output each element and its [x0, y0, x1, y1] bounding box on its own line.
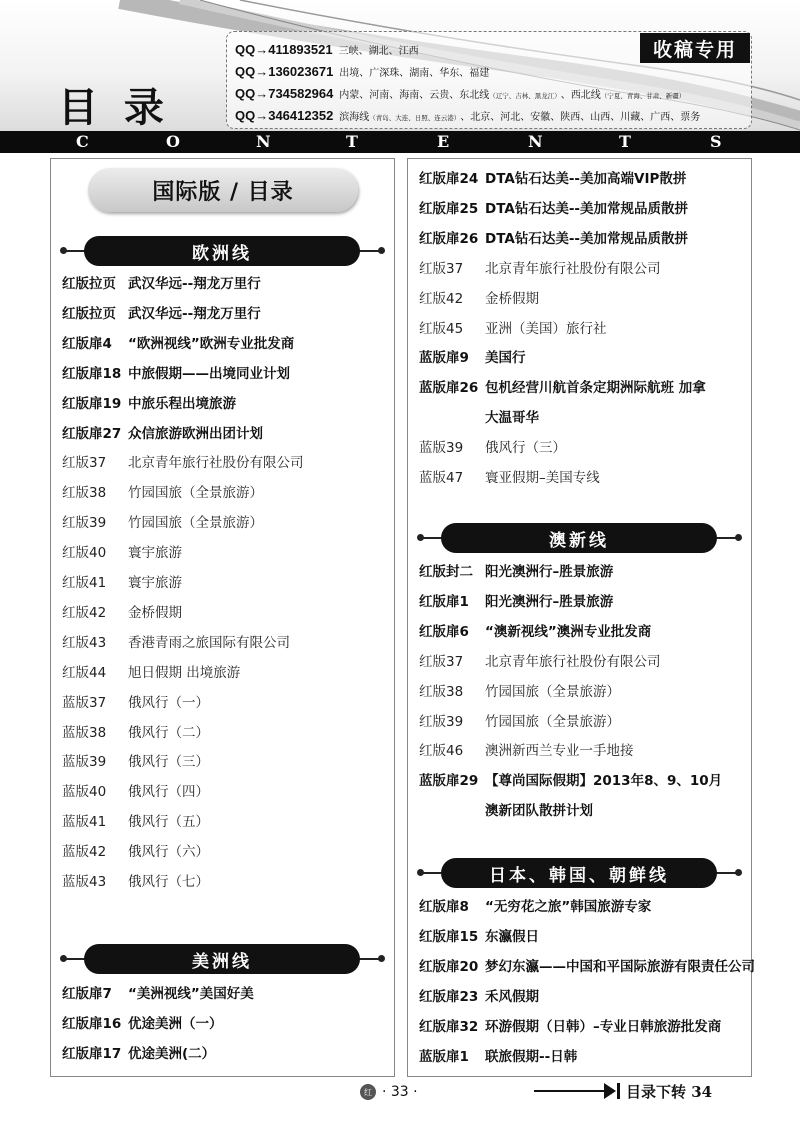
- toc-entry-title: “无穷花之旅”韩国旅游专家: [485, 899, 652, 915]
- toc-entry-title: 俄风行（四）: [128, 784, 209, 801]
- contents-letter: E: [437, 132, 450, 151]
- toc-entry[interactable]: [419, 288, 539, 310]
- toc-entry-title: “欧洲视线”欧洲专业批发商: [128, 335, 295, 352]
- toc-entry-code: 蓝版扉9: [419, 350, 469, 367]
- toc-entry-title: 俄风行（七）: [128, 874, 209, 890]
- toc-entry-title: DTA钻石达美--美加常规品质散拼: [485, 200, 689, 217]
- toc-entry-code: 红版扉25: [419, 200, 479, 217]
- qq-areas-detail: （辽宁、吉林、黑龙江）: [489, 92, 561, 100]
- toc-entry[interactable]: [419, 591, 613, 613]
- toc-entry[interactable]: [419, 561, 613, 583]
- toc-entry[interactable]: [419, 651, 661, 673]
- toc-entry-code: 蓝版扉29: [419, 773, 479, 790]
- toc-entry-title: 联旅假期--日韩: [485, 1048, 578, 1065]
- toc-entry-code: 蓝版39: [62, 754, 107, 771]
- next-page-text: 目录下转 34: [626, 1082, 713, 1101]
- toc-entry[interactable]: [62, 512, 263, 534]
- toc-entry-code: 红版扉19: [62, 395, 122, 412]
- toc-entry-code: 红版45: [419, 320, 464, 337]
- qq-areas: 出境、广深珠、湖南、华东、福建: [339, 68, 490, 79]
- toc-entry-title: 东瀛假日: [485, 928, 539, 945]
- toc-entry[interactable]: [62, 781, 209, 803]
- toc-entry-title: 阳光澳洲行–胜景旅游: [485, 593, 614, 610]
- toc-entry-title: 中旅假期——出境同业计划: [128, 365, 290, 382]
- toc-entry[interactable]: [62, 983, 254, 1005]
- toc-entry-code: 蓝版40: [62, 784, 107, 801]
- section-dot: [735, 534, 742, 541]
- toc-entry-code: 红版扉4: [62, 335, 112, 352]
- toc-entry[interactable]: [419, 926, 539, 948]
- toc-entry[interactable]: [419, 228, 688, 250]
- toc-entry-title: 金桥假期: [485, 290, 539, 307]
- toc-entry[interactable]: [62, 452, 304, 474]
- contents-letter: T: [619, 132, 631, 151]
- toc-entry-title: 俄风行（一）: [128, 694, 209, 711]
- toc-entry[interactable]: [62, 871, 209, 893]
- qq-number[interactable]: QQ→346412352: [235, 108, 334, 123]
- toc-entry-code: 红版46: [419, 743, 464, 760]
- toc-entry[interactable]: [419, 347, 526, 369]
- toc-entry-code: 蓝版41: [62, 814, 107, 831]
- arrow-right-icon: [604, 1083, 616, 1099]
- section-title: 日本、韩国、朝鲜线: [441, 858, 717, 888]
- toc-entry-code: 红版37: [62, 455, 107, 472]
- toc-entry-code: 红版拉页: [62, 305, 116, 322]
- toc-entry[interactable]: [62, 602, 182, 624]
- toc-entry-title: 寰宇旅游: [128, 575, 182, 591]
- submission-badge: 收稿专用: [640, 33, 750, 63]
- toc-entry-code: 红版拉页: [62, 276, 116, 292]
- page-number-text: · 33 ·: [382, 1084, 418, 1100]
- toc-entry-code: 红版38: [62, 485, 107, 502]
- toc-entry[interactable]: [419, 681, 620, 703]
- toc-entry-title: 优途美洲（一）: [128, 1015, 223, 1032]
- toc-entry-code: 蓝版38: [62, 724, 107, 741]
- toc-entry[interactable]: [419, 168, 686, 190]
- toc-entry-code: 红版封二: [419, 564, 473, 580]
- toc-entry[interactable]: [62, 1013, 223, 1035]
- toc-entry-title: 旭日假期 出境旅游: [128, 664, 241, 681]
- toc-entry-code: 蓝版42: [62, 844, 107, 861]
- toc-entry-code: 红版扉23: [419, 988, 479, 1005]
- page-number: [360, 1082, 418, 1102]
- toc-entry[interactable]: [62, 363, 290, 385]
- toc-entry-title: 澳洲新西兰专业一手地接: [485, 743, 634, 760]
- contents-letter: O: [166, 132, 180, 151]
- toc-entry[interactable]: [62, 423, 263, 445]
- toc-entry-code: 蓝版43: [62, 874, 107, 890]
- main-title-banner: [88, 168, 358, 212]
- toc-entry[interactable]: [419, 377, 706, 399]
- toc-entry-code: 蓝版39: [419, 440, 464, 457]
- toc-entry-title: 竹园国旅（全景旅游）: [128, 485, 263, 502]
- toc-entry-title: 北京青年旅行社股份有限公司: [485, 653, 661, 670]
- toc-entry-code: 蓝版扉1: [419, 1048, 469, 1065]
- toc-entry-code: 蓝版37: [62, 694, 107, 711]
- toc-entry-title: 包机经营川航首条定期洲际航班 加拿: [485, 380, 706, 397]
- toc-entry-title: 北京青年旅行社股份有限公司: [485, 260, 661, 277]
- toc-entry-title: 武汉华远--翔龙万里行: [128, 305, 261, 322]
- toc-entry-title: “澳新视线”澳洲专业批发商: [485, 623, 652, 640]
- toc-entry-title-continued: 大温哥华: [485, 410, 539, 427]
- page-title: 目 录: [58, 85, 170, 131]
- qq-areas-extra: 、西北线: [560, 90, 601, 101]
- toc-entry-title: 【尊尚国际假期】2013年8、9、10月: [485, 773, 723, 790]
- toc-entry-title: “美洲视线”美国好美: [128, 986, 254, 1002]
- toc-entry-code: 红版扉20: [419, 958, 479, 975]
- toc-entry-title: 俄风行（二）: [128, 724, 209, 741]
- toc-entry-title: 俄风行（五）: [128, 814, 209, 831]
- toc-entry-title: 环游假期（日韩）–专业日韩旅游批发商: [485, 1018, 722, 1035]
- toc-entry[interactable]: [419, 258, 661, 280]
- toc-entry-code: 红版扉27: [62, 425, 122, 442]
- toc-entry-code: 红版37: [419, 653, 464, 670]
- toc-entry[interactable]: [62, 542, 182, 564]
- toc-entry-title: 俄风行（六）: [128, 844, 209, 861]
- toc-entry[interactable]: [419, 711, 620, 733]
- toc-entry-code: 红版40: [62, 545, 107, 562]
- toc-entry[interactable]: [419, 896, 651, 918]
- toc-entry-title: 优途美洲(二）: [128, 1045, 216, 1062]
- toc-entry-title: 武汉华远--翔龙万里行: [128, 276, 261, 292]
- next-page-link[interactable]: [534, 1080, 712, 1102]
- toc-entry-code: 红版42: [62, 604, 107, 621]
- toc-entry-title: 竹园国旅（全景旅游）: [128, 515, 263, 532]
- toc-entry[interactable]: [62, 273, 261, 295]
- toc-entry-title: 亚洲（美国）旅行社: [485, 320, 607, 337]
- contents-letter: C: [76, 132, 89, 151]
- toc-entry[interactable]: [62, 722, 209, 744]
- toc-entry[interactable]: [62, 811, 209, 833]
- toc-entry-code: 红版扉16: [62, 1015, 122, 1032]
- toc-entry[interactable]: [62, 333, 294, 355]
- section-header-americas: [60, 944, 385, 974]
- toc-entry-code: 红版扉24: [419, 171, 479, 187]
- qq-areas-extra: 、北京、河北、安徽、陕西、山西、川藏、广西、票务: [460, 112, 701, 123]
- toc-entry-title: 寰亚假期–美国专线: [485, 470, 600, 486]
- toc-entry[interactable]: [419, 1016, 721, 1038]
- toc-entry-code: 红版41: [62, 575, 107, 591]
- toc-entry-title: 竹园国旅（全景旅游）: [485, 713, 620, 730]
- qq-line: [235, 108, 700, 128]
- qq-areas: 内蒙、河南、海南、云贵、东北线: [339, 90, 490, 101]
- toc-entry[interactable]: [419, 318, 607, 340]
- toc-entry-code: 红版扉26: [419, 230, 479, 247]
- toc-entry-title: 北京青年旅行社股份有限公司: [128, 455, 304, 472]
- qq-number[interactable]: QQ→136023671: [235, 64, 334, 79]
- qq-line: [235, 42, 419, 62]
- main-title: 国际版 / 目录: [152, 179, 294, 205]
- section-dot: [378, 955, 385, 962]
- toc-entry[interactable]: [419, 198, 688, 220]
- toc-entry-code: 红版37: [419, 260, 464, 277]
- toc-entry-title: 寰宇旅游: [128, 545, 182, 562]
- toc-entry[interactable]: [62, 692, 209, 714]
- toc-entry[interactable]: [419, 437, 566, 459]
- toc-entry[interactable]: [419, 770, 722, 792]
- toc-entry[interactable]: [419, 956, 755, 978]
- toc-entry-code: 红版39: [62, 515, 107, 532]
- toc-entry-code: 蓝版扉26: [419, 380, 479, 397]
- toc-entry-title: 竹园国旅（全景旅游）: [485, 683, 620, 700]
- qq-areas-detail: （青岛、大连、日照、连云港）: [369, 114, 461, 122]
- contents-letter: N: [256, 132, 271, 151]
- toc-entry-code: 红版38: [419, 683, 464, 700]
- toc-entry-title: 香港青雨之旅国际有限公司: [128, 634, 290, 651]
- toc-entry-title-continued: 澳新团队散拼计划: [485, 803, 593, 820]
- toc-entry-title: 俄风行（三）: [128, 754, 209, 771]
- toc-entry-code: 红版扉17: [62, 1045, 122, 1062]
- contents-letter: S: [710, 132, 722, 151]
- toc-entry-title: 中旅乐程出境旅游: [128, 395, 236, 412]
- toc-entry-title: 梦幻东瀛——中国和平国际旅游有限责任公司: [485, 958, 755, 975]
- toc-entry-code: 红版39: [419, 713, 464, 730]
- qq-line: [235, 86, 685, 106]
- toc-entry-title: 俄风行（三）: [485, 440, 566, 457]
- toc-entry[interactable]: [62, 632, 290, 654]
- toc-entry-code: 红版扉32: [419, 1018, 479, 1035]
- toc-entry[interactable]: [419, 740, 634, 762]
- arrow-line: [534, 1090, 604, 1092]
- qq-number[interactable]: QQ→411893521: [235, 42, 333, 57]
- section-header-europe: [60, 236, 385, 266]
- toc-entry-title: 众信旅游欧洲出团计划: [128, 425, 263, 442]
- qq-areas-detail: （宁夏、青海、甘肃、新疆）: [600, 92, 686, 100]
- contents-letter: N: [528, 132, 543, 151]
- toc-entry-code: 红版扉18: [62, 365, 122, 382]
- toc-entry[interactable]: [419, 467, 600, 489]
- qq-line: [235, 64, 489, 84]
- toc-entry-code: 红版扉7: [62, 986, 112, 1002]
- toc-entry[interactable]: [419, 986, 539, 1008]
- toc-entry[interactable]: [62, 482, 263, 504]
- toc-entry-title: DTA钻石达美--美加高端VIP散拼: [485, 171, 687, 187]
- contents-bar: [0, 131, 800, 153]
- toc-entry[interactable]: [62, 662, 240, 684]
- toc-entry-code: 红版扉6: [419, 623, 469, 640]
- section-header-asia: [417, 858, 742, 888]
- toc-entry[interactable]: [62, 303, 261, 325]
- toc-entry[interactable]: [62, 572, 182, 594]
- toc-entry[interactable]: [62, 751, 209, 773]
- toc-entry[interactable]: [62, 841, 209, 863]
- toc-entry-code: 蓝版47: [419, 470, 464, 486]
- arrow-bar: [617, 1083, 620, 1099]
- qq-number[interactable]: QQ→734582964: [235, 86, 334, 101]
- section-title: 澳新线: [441, 523, 717, 553]
- toc-entry-code: 红版扉15: [419, 928, 479, 945]
- toc-entry-title: 金桥假期: [128, 604, 182, 621]
- toc-entry-code: 红版44: [62, 664, 107, 681]
- toc-entry[interactable]: [419, 1046, 577, 1068]
- qq-areas: 滨海线: [339, 112, 370, 123]
- toc-entry[interactable]: [62, 393, 236, 415]
- section-dot: [378, 247, 385, 254]
- red-edition-icon: 红: [360, 1084, 376, 1100]
- contents-letter: T: [346, 132, 358, 151]
- toc-entry-code: 红版扉8: [419, 899, 469, 915]
- toc-entry[interactable]: [62, 1043, 215, 1065]
- toc-entry-code: 红版42: [419, 290, 464, 307]
- section-title: 欧洲线: [84, 236, 360, 266]
- qq-areas: 三峡、湖北、江西: [338, 46, 419, 57]
- toc-entry-title: 阳光澳洲行–胜景旅游: [485, 564, 614, 580]
- toc-entry-code: 红版43: [62, 634, 107, 651]
- toc-entry-title: 美国行: [485, 350, 526, 367]
- toc-entry-title: 禾风假期: [485, 988, 539, 1005]
- section-title: 美洲线: [84, 944, 360, 974]
- toc-entry-code: 红版扉1: [419, 593, 469, 610]
- toc-entry[interactable]: [419, 621, 651, 643]
- section-header-oceania: [417, 523, 742, 553]
- section-dot: [735, 869, 742, 876]
- toc-entry-title: DTA钻石达美--美加常规品质散拼: [485, 230, 689, 247]
